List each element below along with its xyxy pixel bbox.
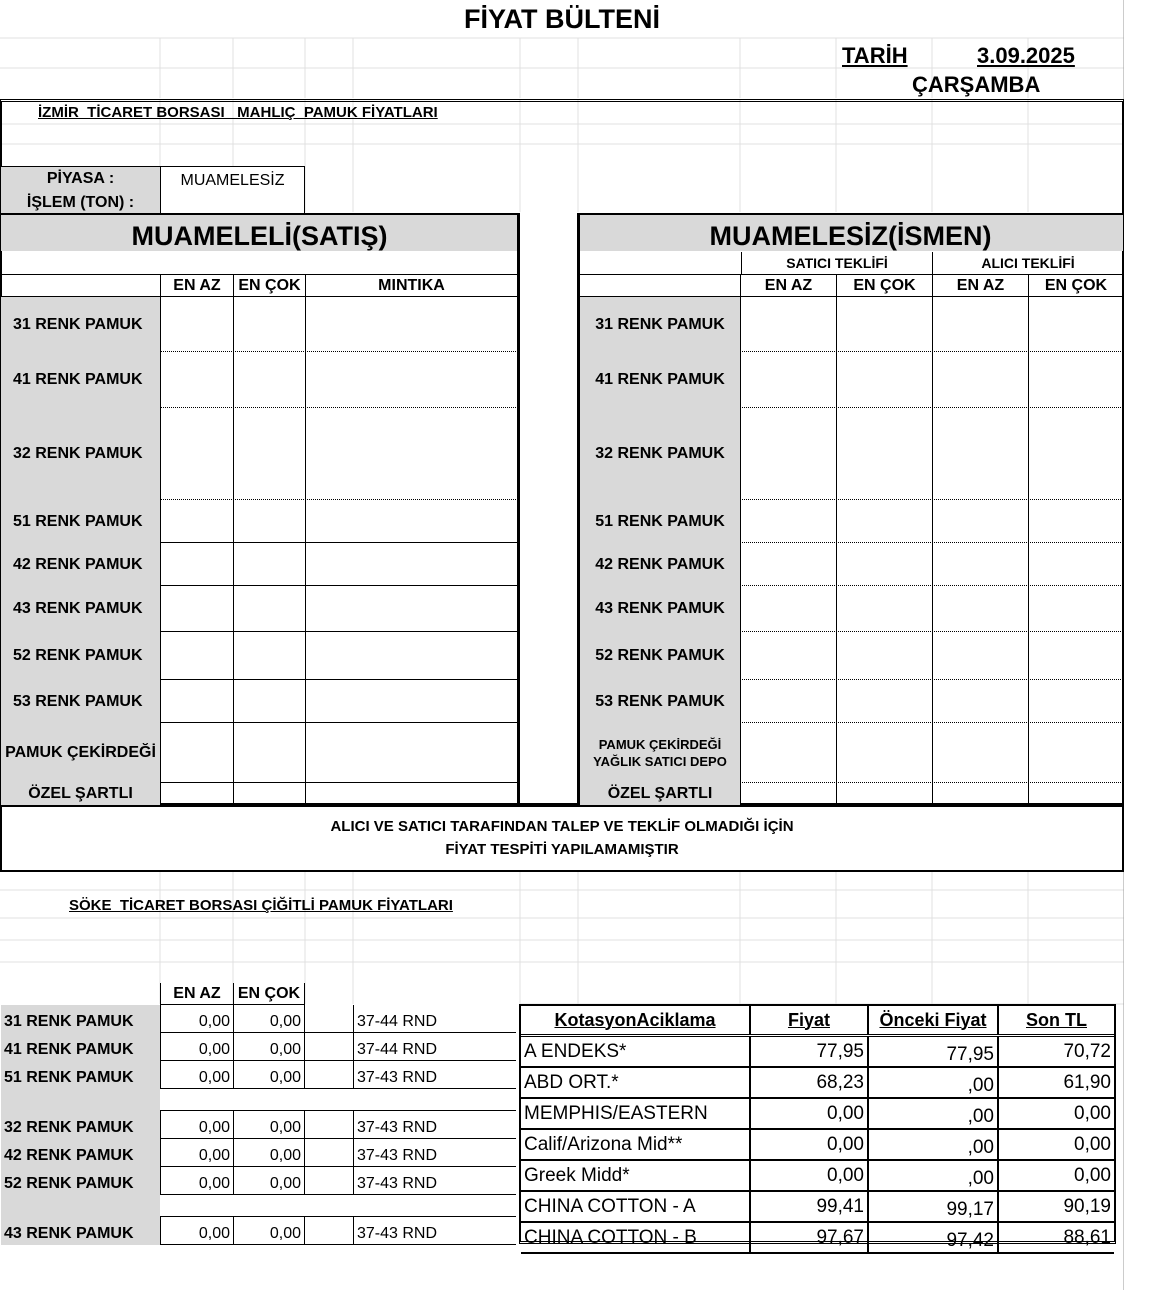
soke-row-label: 41 RENK PAMUK	[1, 1033, 160, 1061]
satici-en-cok-cell[interactable]	[836, 586, 932, 632]
satici-en-cok-cell[interactable]	[836, 352, 932, 408]
soke-en-az-value: 0,00	[160, 1217, 233, 1245]
mintika-cell[interactable]	[305, 783, 517, 805]
kotasyon-fiyat-cell: 0,00	[750, 1098, 868, 1129]
satici-en-cok-cell[interactable]	[836, 783, 932, 805]
kotasyon-onceki-cell: 97,42	[868, 1222, 998, 1253]
soke-en-az-value: 0,00	[160, 1167, 233, 1195]
right-row-label: 32 RENK PAMUK	[580, 408, 740, 500]
right-row-label: 52 RENK PAMUK	[580, 632, 740, 680]
left-row-label: 51 RENK PAMUK	[1, 500, 160, 543]
kotasyon-onceki-cell: ,00	[868, 1129, 998, 1160]
left-en-az-cell[interactable]	[160, 352, 233, 408]
satici-en-az-cell[interactable]	[740, 408, 836, 500]
satici-en-az-cell[interactable]	[740, 297, 836, 352]
right-row-label: 41 RENK PAMUK	[580, 352, 740, 408]
soke-range-value: 37-43 RND	[353, 1167, 516, 1195]
left-row-label: 42 RENK PAMUK	[1, 543, 160, 586]
muameleli-title: MUAMELELİ(SATIŞ)	[1, 213, 518, 251]
left-row-label: 52 RENK PAMUK	[1, 632, 160, 680]
kotasyon-name-cell: Greek Midd*	[521, 1160, 750, 1191]
kotasyon-fiyat-cell: 68,23	[750, 1067, 868, 1098]
alici-en-cok-cell[interactable]	[1028, 297, 1123, 352]
satici-en-cok-cell[interactable]	[836, 632, 932, 680]
soke-en-cok-value: 0,00	[233, 1217, 305, 1245]
kotasyon-fiyat-cell: 77,95	[750, 1036, 868, 1068]
left-en-cok-cell[interactable]	[233, 543, 305, 586]
satici-en-az-cell[interactable]	[740, 783, 836, 805]
notice-box	[0, 805, 1124, 872]
satici-en-az-cell[interactable]	[740, 352, 836, 408]
soke-en-cok-header: EN ÇOK	[233, 983, 305, 1005]
kotasyon-sontl-cell: 0,00	[998, 1129, 1114, 1160]
date-value: 3.09.2025	[977, 43, 1075, 68]
soke-en-az-value: 0,00	[160, 1061, 233, 1089]
soke-row-label: 31 RENK PAMUK	[1, 1005, 160, 1033]
alici-en-az-cell[interactable]	[932, 543, 1028, 586]
kotasyon-name-cell: CHINA COTTON - B	[521, 1222, 750, 1253]
kotasyon-table	[521, 1006, 1114, 1254]
kotasyon-row	[521, 1036, 1114, 1068]
alici-en-cok-cell[interactable]	[1028, 408, 1123, 500]
satici-en-az-cell[interactable]	[740, 632, 836, 680]
kotasyon-row	[521, 1067, 1114, 1098]
left-en-az-cell[interactable]	[160, 586, 233, 632]
right-row-label: 42 RENK PAMUK	[580, 543, 740, 586]
left-en-az-cell[interactable]	[160, 723, 233, 783]
soke-range-value: 37-43 RND	[353, 1217, 516, 1245]
kotasyon-header-cell: Son TL	[998, 1006, 1114, 1036]
soke-row-label: 42 RENK PAMUK	[1, 1139, 160, 1167]
alici-en-cok-cell[interactable]	[1028, 783, 1123, 805]
alici-en-az-cell[interactable]	[932, 408, 1028, 500]
notice-line-2: FİYAT TESPİTİ YAPILAMAMIŞTIR	[445, 841, 679, 858]
soke-en-cok-value: 0,00	[233, 1111, 305, 1139]
left-en-cok-cell[interactable]	[233, 680, 305, 723]
kotasyon-name-cell: CHINA COTTON - A	[521, 1191, 750, 1222]
alici-en-az-cell[interactable]	[932, 586, 1028, 632]
satici-en-az-cell[interactable]	[740, 723, 836, 783]
soke-en-az-value: 0,00	[160, 1111, 233, 1139]
left-en-az-cell[interactable]	[160, 500, 233, 543]
soke-row-label: 43 RENK PAMUK	[1, 1217, 160, 1245]
kotasyon-fiyat-cell: 97,67	[750, 1222, 868, 1253]
kotasyon-onceki-cell: ,00	[868, 1067, 998, 1098]
soke-en-az-value: 0,00	[160, 1005, 233, 1033]
satici-en-az-header: EN AZ	[740, 275, 836, 297]
left-en-cok-cell[interactable]	[233, 500, 305, 543]
satici-en-cok-header: EN ÇOK	[836, 275, 932, 297]
satici-en-cok-cell[interactable]	[836, 680, 932, 723]
right-row-label: PAMUK ÇEKİRDEĞİ YAĞLIK SATICI DEPO	[580, 723, 740, 783]
kotasyon-fiyat-cell: 99,41	[750, 1191, 868, 1222]
kotasyon-name-cell: ABD ORT.*	[521, 1067, 750, 1098]
mintika-cell[interactable]	[305, 500, 517, 543]
kotasyon-fiyat-cell: 0,00	[750, 1160, 868, 1191]
soke-row-label: 51 RENK PAMUK	[1, 1061, 160, 1089]
soke-range-value: 37-44 RND	[353, 1033, 516, 1061]
soke-spacer-label	[1, 1089, 160, 1111]
left-row-label: 53 RENK PAMUK	[1, 680, 160, 723]
kotasyon-row	[521, 1191, 1114, 1222]
soke-en-az-header: EN AZ	[160, 983, 233, 1005]
mintika-cell[interactable]	[305, 680, 517, 723]
kotasyon-name-cell: MEMPHIS/EASTERN	[521, 1098, 750, 1129]
satici-teklifi: SATICI TEKLİFİ	[741, 252, 932, 274]
alici-en-cok-cell[interactable]	[1028, 632, 1123, 680]
soke-en-cok-value: 0,00	[233, 1167, 305, 1195]
soke-en-az-value: 0,00	[160, 1139, 233, 1167]
soke-row-label: 52 RENK PAMUK	[1, 1167, 160, 1195]
kotasyon-sontl-cell: 70,72	[998, 1036, 1114, 1068]
notice-line-1: ALICI VE SATICI TARAFINDAN TALEP VE TEKLİF OLMADIĞI İÇİN	[330, 818, 794, 835]
kotasyon-row	[521, 1160, 1114, 1191]
satici-en-cok-cell[interactable]	[836, 297, 932, 352]
alici-en-cok-cell[interactable]	[1028, 586, 1123, 632]
kotasyon-sontl-cell: 0,00	[998, 1098, 1114, 1129]
satici-en-cok-cell[interactable]	[836, 543, 932, 586]
satici-en-cok-cell[interactable]	[836, 408, 932, 500]
kotasyon-onceki-cell: 99,17	[868, 1191, 998, 1222]
mintika-header: MINTIKA	[305, 275, 517, 297]
kotasyon-onceki-cell: ,00	[868, 1160, 998, 1191]
mintika-cell[interactable]	[305, 297, 517, 352]
piyasa-label: PİYASA :	[1, 166, 160, 189]
left-en-az-header: EN AZ	[160, 275, 233, 297]
soke-range-value: 37-43 RND	[353, 1111, 516, 1139]
soke-en-cok-value: 0,00	[233, 1139, 305, 1167]
satici-en-az-cell[interactable]	[740, 500, 836, 543]
left-en-cok-cell[interactable]	[233, 723, 305, 783]
alici-en-az-cell[interactable]	[932, 500, 1028, 543]
left-en-cok-cell[interactable]	[233, 783, 305, 805]
alici-en-cok-cell[interactable]	[1028, 500, 1123, 543]
left-en-az-cell[interactable]	[160, 408, 233, 500]
left-en-cok-header: EN ÇOK	[233, 275, 305, 297]
right-row-label: 53 RENK PAMUK	[580, 680, 740, 723]
alici-en-az-cell[interactable]	[932, 723, 1028, 783]
left-en-cok-cell[interactable]	[233, 586, 305, 632]
satici-en-cok-cell[interactable]	[836, 500, 932, 543]
alici-en-az-cell[interactable]	[932, 783, 1028, 805]
izmir-title: İZMİR TİCARET BORSASI MAHLIÇ PAMUK FİYATLARI	[38, 104, 438, 121]
left-en-az-cell[interactable]	[160, 783, 233, 805]
soke-row-label: 32 RENK PAMUK	[1, 1111, 160, 1139]
kotasyon-header-cell: KotasyonAciklama	[521, 1006, 750, 1036]
kotasyon-fiyat-cell: 0,00	[750, 1129, 868, 1160]
alici-en-cok-cell[interactable]	[1028, 723, 1123, 783]
alici-en-cok-cell[interactable]	[1028, 543, 1123, 586]
islem-value[interactable]	[160, 189, 305, 213]
right-row-label: 51 RENK PAMUK	[580, 500, 740, 543]
mintika-cell[interactable]	[305, 543, 517, 586]
right-row-label: 43 RENK PAMUK	[580, 586, 740, 632]
kotasyon-row	[521, 1098, 1114, 1129]
soke-en-cok-value: 0,00	[233, 1033, 305, 1061]
alici-en-az-header: EN AZ	[932, 275, 1028, 297]
left-row-label: 41 RENK PAMUK	[1, 352, 160, 408]
left-row-label: 43 RENK PAMUK	[1, 586, 160, 632]
mintika-cell[interactable]	[305, 586, 517, 632]
kotasyon-table-wrapper	[519, 1004, 1116, 1251]
kotasyon-sontl-cell: 90,19	[998, 1191, 1114, 1222]
satici-en-az-cell[interactable]	[740, 680, 836, 723]
left-en-cok-cell[interactable]	[233, 408, 305, 500]
alici-en-az-cell[interactable]	[932, 680, 1028, 723]
kotasyon-onceki-cell: 77,95	[868, 1036, 998, 1068]
kotasyon-header-cell: Önceki Fiyat	[868, 1006, 998, 1036]
right-row-label: ÖZEL ŞARTLI	[580, 783, 740, 805]
muamelesiz-title: MUAMELESİZ(İSMEN)	[578, 213, 1123, 251]
soke-range-value: 37-44 RND	[353, 1005, 516, 1033]
piyasa-value: MUAMELESİZ	[160, 166, 305, 189]
left-en-az-cell[interactable]	[160, 297, 233, 352]
alici-en-cok-header: EN ÇOK	[1028, 275, 1123, 297]
alici-en-cok-cell[interactable]	[1028, 352, 1123, 408]
kotasyon-row	[521, 1222, 1114, 1253]
date-label: TARİH	[842, 43, 908, 68]
kotasyon-name-cell: Calif/Arizona Mid**	[521, 1129, 750, 1160]
left-en-cok-cell[interactable]	[233, 297, 305, 352]
soke-range-value: 37-43 RND	[353, 1061, 516, 1089]
kotasyon-sontl-cell: 61,90	[998, 1067, 1114, 1098]
soke-en-az-value: 0,00	[160, 1033, 233, 1061]
kotasyon-header-cell: Fiyat	[750, 1006, 868, 1036]
satici-en-az-cell[interactable]	[740, 543, 836, 586]
left-en-az-cell[interactable]	[160, 680, 233, 723]
kotasyon-row	[521, 1129, 1114, 1160]
page-title: FİYAT BÜLTENİ	[463, 4, 660, 34]
left-en-cok-cell[interactable]	[233, 352, 305, 408]
kotasyon-name-cell: A ENDEKS*	[521, 1036, 750, 1068]
left-row-label: 32 RENK PAMUK	[1, 408, 160, 500]
mintika-cell[interactable]	[305, 723, 517, 783]
mintika-cell[interactable]	[305, 408, 517, 500]
soke-en-cok-value: 0,00	[233, 1061, 305, 1089]
alici-teklifi: ALICI TEKLİFİ	[932, 252, 1123, 274]
islem-label: İŞLEM (TON) :	[1, 189, 160, 213]
alici-en-az-cell[interactable]	[932, 352, 1028, 408]
soke-range-value: 37-43 RND	[353, 1139, 516, 1167]
mintika-cell[interactable]	[305, 352, 517, 408]
alici-en-az-cell[interactable]	[932, 297, 1028, 352]
kotasyon-sontl-cell: 88,61	[998, 1222, 1114, 1253]
soke-spacer-label	[1, 1195, 160, 1217]
soke-en-cok-value: 0,00	[233, 1005, 305, 1033]
right-row-label: 31 RENK PAMUK	[580, 297, 740, 352]
left-en-az-cell[interactable]	[160, 632, 233, 680]
left-row-label: 31 RENK PAMUK	[1, 297, 160, 352]
left-row-label: ÖZEL ŞARTLI	[1, 783, 160, 805]
mintika-cell[interactable]	[305, 632, 517, 680]
alici-en-az-cell[interactable]	[932, 632, 1028, 680]
alici-en-cok-cell[interactable]	[1028, 680, 1123, 723]
satici-en-cok-cell[interactable]	[836, 723, 932, 783]
satici-en-az-cell[interactable]	[740, 586, 836, 632]
left-en-cok-cell[interactable]	[233, 632, 305, 680]
left-row-label: PAMUK ÇEKİRDEĞİ	[1, 723, 160, 783]
left-en-az-cell[interactable]	[160, 543, 233, 586]
kotasyon-onceki-cell: ,00	[868, 1098, 998, 1129]
day-name: ÇARŞAMBA	[912, 72, 1041, 97]
kotasyon-sontl-cell: 0,00	[998, 1160, 1114, 1191]
soke-title: SÖKE TİCARET BORSASI ÇİĞİTLİ PAMUK FİYATLARI	[69, 897, 453, 914]
